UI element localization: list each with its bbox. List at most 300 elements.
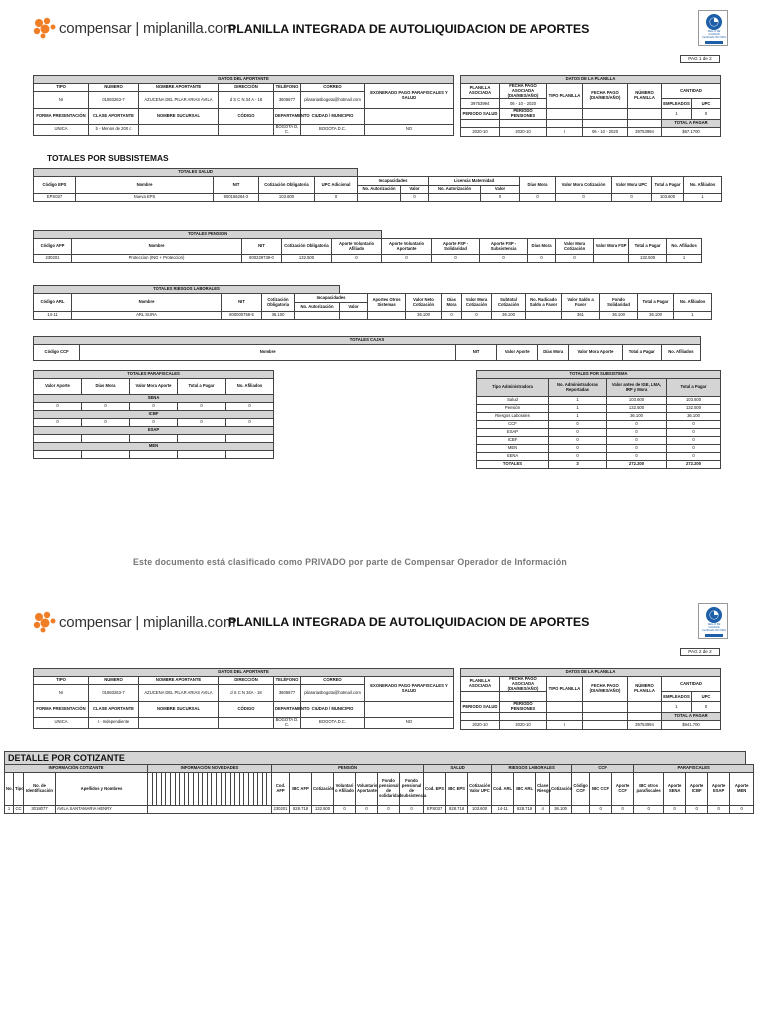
h-numero-planilla: NÚMERO PLANILLA — [628, 677, 662, 702]
cell: 0 — [556, 255, 594, 263]
v-tipo-planilla: I — [547, 721, 583, 730]
h-sub-num: No. Administradoras Reportadas — [549, 379, 607, 397]
v-upc: 0 — [692, 702, 721, 713]
par-group-sena: SENA — [34, 395, 274, 403]
cell: 103.600 — [667, 397, 721, 405]
cell: 132.500 — [629, 255, 667, 263]
cell: Nueva EPS — [76, 194, 214, 202]
v-depto: BOGOTA D. C. — [274, 718, 301, 729]
brand-text — [59, 614, 235, 631]
h-eps-afil: No. Afiliados — [684, 177, 722, 194]
h-numero: NUMERO — [89, 677, 139, 685]
v-periodo-pens: 2020-10 — [500, 721, 547, 730]
cell: 0 — [226, 419, 274, 427]
h-exonerado: EXONERADO PAGO PARAFISCALES Y SALUD — [365, 84, 454, 109]
cell: MEN — [477, 445, 549, 453]
page-number: PAG 2 de 2 — [680, 648, 720, 656]
cell: 0 — [178, 403, 226, 411]
brand-sep: | — [131, 613, 144, 631]
cell: 0 — [667, 453, 721, 461]
h-periodo-salud: PERIODO SALUD — [461, 702, 500, 713]
cell: 0 — [686, 806, 708, 814]
h-par-mora: Valor Mora Aporte — [130, 379, 178, 395]
h-ccf: Código CCF — [34, 345, 80, 361]
h-ibc-otros: IBC otros parafiscales — [634, 773, 664, 806]
par-row — [34, 403, 274, 411]
cell: 0 — [432, 255, 480, 263]
seal-line4: Certificado ISO 9001 — [701, 629, 727, 632]
brand-domain: miplanilla.com — [143, 613, 236, 631]
subsistema-header: TOTALES POR SUBSISTEMA — [477, 371, 721, 379]
detalle-title: DETALLE POR COTIZANTE — [4, 751, 746, 765]
seal-text — [699, 30, 729, 39]
h-clase-riesgo: Clase Riesgo — [536, 773, 550, 806]
cell: 0 — [549, 445, 607, 453]
h-ccf-afil: No. Afiliados — [661, 345, 700, 361]
h-ibc-afp: IBC AFP — [290, 773, 312, 806]
cell — [594, 255, 629, 263]
v-tipo: NI — [34, 92, 89, 109]
h-nombre: NOMBRE APORTANTE — [139, 677, 219, 685]
h-eps-total: Total a Pagar — [652, 177, 684, 194]
h-upc: UPC — [692, 99, 721, 109]
par-group-men: MEN — [34, 443, 274, 451]
h-ccf-nit: NIT — [456, 345, 497, 361]
cell — [178, 435, 226, 443]
h-par-afil: No. Afiliados — [226, 379, 274, 395]
h-arl: Código ARL — [34, 294, 72, 312]
cell: 0 — [667, 445, 721, 453]
h-ibc-ccf: IBC CCF — [590, 773, 612, 806]
novedades-cols — [148, 773, 272, 806]
v-fecha-asociada: 06 - 10 - 2020 — [500, 99, 547, 109]
g-novedades: INFORMACIÓN NOVEDADES — [148, 765, 272, 773]
cell: 103.600 — [259, 194, 315, 202]
cell — [429, 194, 481, 202]
h-fecha-pago: FECHA PAGO (DIA/MES/AÑO) — [583, 677, 628, 702]
h-periodo-pens: PERIODO PENSIONES — [500, 702, 547, 713]
cajas-header: TOTALES CAJAS — [34, 337, 701, 345]
v-codigo — [219, 125, 274, 136]
cell: 0 — [315, 194, 358, 202]
h-ccf-aporte: Valor Aporte — [497, 345, 538, 361]
cell — [572, 806, 590, 814]
h-afp-afil: No. Afiliados — [667, 239, 702, 255]
h-icbf: Aporte ICBF — [686, 773, 708, 806]
subsistema-row — [477, 429, 721, 437]
subsistema-row — [477, 405, 721, 413]
cell: 0 — [612, 194, 652, 202]
g-salud: SALUD — [424, 765, 492, 773]
cell: 0 — [332, 255, 382, 263]
cell — [295, 312, 340, 320]
h-arl-neto: Valor Neto Cotización — [406, 294, 442, 312]
h-tipo-planilla: TIPO PLANILLA — [547, 84, 583, 109]
h-numero: NUMERO — [89, 84, 139, 92]
h-cod-ccf: Código CCF — [572, 773, 590, 806]
brand-text — [59, 20, 235, 37]
v-asociada: 39753994 — [461, 99, 500, 109]
h-clase: CLASE APORTANTE — [89, 109, 139, 125]
cell: 800229739-0 — [242, 255, 282, 263]
h-ibc-eps: IBC EPS — [446, 773, 468, 806]
v-periodo-salud: 2020-10 — [461, 128, 500, 137]
arl-table — [33, 285, 712, 320]
h-afp-total: Total a Pagar — [629, 239, 667, 255]
h-arl-radicado: No. Radicado Saldo a Favor — [526, 294, 562, 312]
h-afp: Código AFP — [34, 239, 72, 255]
cell: 0 — [549, 453, 607, 461]
h-sub-valor: Valor antes de IGE, LMA, IRP y Mora — [607, 379, 667, 397]
h-nombres: Apellidos y Nombres — [56, 773, 148, 806]
cell: Salud — [477, 397, 549, 405]
cell: 361 — [562, 312, 600, 320]
v-clase: b - Menos de 200 c — [89, 125, 139, 136]
h-telefono: TELÉFONO — [274, 84, 301, 92]
page-title: PLANILLA INTEGRADA DE AUTOLIQUIDACION DE APORTES — [228, 615, 590, 629]
g-cotizante: INFORMACIÓN COTIZANTE — [5, 765, 148, 773]
cell: 0 — [590, 806, 612, 814]
h-eps-mora: Valor Mora Cotización — [556, 177, 612, 194]
h-direccion: DIRECCIÓN — [219, 84, 274, 92]
h-ibc-arl: IBC ARL — [514, 773, 536, 806]
h-sub-total: Total a Pagar — [667, 379, 721, 397]
h-asociada: PLANILLA ASOCIADA — [461, 677, 500, 692]
v-codigo — [219, 718, 274, 729]
h-exonerado: EXONERADO PAGO PARAFISCALES Y SALUD — [365, 677, 454, 702]
cell: 1 — [5, 806, 14, 814]
h-cantidad: CANTIDAD — [662, 677, 721, 692]
v-correo: pilarariasbogota@hotmail.com — [301, 685, 365, 702]
h-arl-val: Valor — [340, 303, 368, 312]
v-direccion: d S C N 34 A - 18 — [219, 92, 274, 109]
cell: 36.100 — [550, 806, 572, 814]
h-total-pagar: TOTAL A PAGAR — [662, 713, 721, 721]
cell: 0 — [549, 437, 607, 445]
brand-name: compensar — [59, 19, 132, 37]
v-direccion: d S C N 34A - 18 — [219, 685, 274, 702]
v-numero: 01593263-7 — [89, 92, 139, 109]
cell — [34, 451, 82, 459]
v-numero: 01593263-7 — [89, 685, 139, 702]
cell — [130, 451, 178, 459]
cell — [82, 435, 130, 443]
cell: EPS037 — [34, 194, 76, 202]
cell: 800000758-5 — [222, 312, 262, 320]
cell: 0 — [549, 429, 607, 437]
arl-row — [34, 312, 712, 320]
h-esap: Aporte ESAP — [708, 773, 730, 806]
cell: 272.200 — [667, 461, 721, 469]
cell: 0 — [607, 421, 667, 429]
pension-table — [33, 230, 702, 263]
h-correo: CORREO — [301, 84, 365, 92]
h-ccf-total: Total a Pagar — [622, 345, 661, 361]
subsistema-row — [477, 445, 721, 453]
cell — [226, 435, 274, 443]
page-number: PAG 1 de 2 — [680, 55, 720, 63]
cell — [178, 451, 226, 459]
v-telefono: 3606677 — [274, 685, 301, 702]
brand-domain: miplanilla.com — [143, 19, 236, 37]
h-arl-fondo: Fondo Solidaridad — [600, 294, 638, 312]
cell: 0 — [612, 806, 634, 814]
h-eps-nit: NIT — [214, 177, 259, 194]
h-arl-mora: Valor Mora Cotización — [462, 294, 492, 312]
cell: 3018077 — [24, 806, 56, 814]
h-fsp-sub: Fondo pensional de subsistencia — [400, 773, 424, 806]
planilla-table — [460, 668, 721, 730]
v-forma: UNICA — [34, 718, 89, 729]
h-eps: Código EPS — [34, 177, 76, 194]
cell: 0 — [356, 806, 378, 814]
cell: Pensión — [477, 405, 549, 413]
cell: 1 — [549, 397, 607, 405]
h-empleados: EMPLEADOS — [662, 692, 692, 702]
cell — [226, 451, 274, 459]
cell: 0 — [730, 806, 754, 814]
aportante-header: DATOS DEL APORTANTE — [34, 669, 454, 677]
cell: 0 — [442, 312, 462, 320]
seal-icon — [699, 11, 729, 47]
salud-table — [33, 168, 722, 202]
cell: 828.718 — [290, 806, 312, 814]
cell: ARL SURA — [72, 312, 222, 320]
h-arl-dias: Días Mora — [442, 294, 462, 312]
h-ciudad: CIUDAD / MUNICIPIO — [301, 702, 365, 718]
h-periodo-pens: PERIODO PENSIONES — [500, 109, 547, 120]
v-nombre: AZUCENA DEL PILAR ARIAS AVILA — [139, 685, 219, 702]
v-forma: UNICA — [34, 125, 89, 136]
parafiscales-header: TOTALES PARAFISCALES — [34, 371, 274, 379]
h-arl-subtotal: Subtotal Cotización — [492, 294, 526, 312]
h-fecha-asociada: FECHA PAGO ASOCIADA (DIA/MES/AÑO) — [500, 84, 547, 99]
h-arl-aut: No. Autorización — [295, 303, 340, 312]
cell: 0 — [130, 419, 178, 427]
h-cot-arl: Cotización — [550, 773, 572, 806]
cell — [340, 312, 368, 320]
v-telefono: 3606677 — [274, 92, 301, 109]
cell: 0 — [382, 255, 432, 263]
cell: 0 — [634, 806, 664, 814]
h-afp-dias: Días Mora — [528, 239, 556, 255]
pension-header: TOTALES PENSION — [34, 231, 382, 239]
v-periodo-salud: 2020-10 — [461, 721, 500, 730]
cell: 0 — [607, 453, 667, 461]
pension-row — [34, 255, 702, 263]
compensar-logo — [33, 611, 235, 633]
h-sub-tipo: Tipo Administradora — [477, 379, 549, 397]
h-afp-nit: NIT — [242, 239, 282, 255]
cell: 1 — [684, 194, 722, 202]
v-numero-planilla: 39753994 — [628, 128, 662, 137]
h-afp-fsp-sub: Aporte FSP - Subsistencia — [480, 239, 528, 255]
detalle-table — [4, 764, 754, 814]
h-eps-val1: Valor — [401, 186, 429, 194]
subsistema-row — [477, 453, 721, 461]
cell: 0 — [528, 255, 556, 263]
h-arl-nit: NIT — [222, 294, 262, 312]
v-upc: 0 — [692, 109, 721, 120]
cell — [358, 194, 401, 202]
h-direccion: DIRECCIÓN — [219, 677, 274, 685]
cell: TOTALES — [477, 461, 549, 469]
h-cod-eps: Cod. EPS — [424, 773, 446, 806]
cell: 0 — [607, 437, 667, 445]
v-nombre: AZUCENA DEL PILAR ARIAS AVILA — [139, 92, 219, 109]
h-sucursal: NOMBRE SUCURSAL — [139, 702, 219, 718]
cell: ESAP — [477, 429, 549, 437]
subsistema-row — [477, 397, 721, 405]
cell: 103.600 — [607, 397, 667, 405]
h-eps-aut1: No. Autorización — [358, 186, 401, 194]
planilla-table — [460, 75, 721, 137]
cell: 0 — [607, 429, 667, 437]
h-asociada: PLANILLA ASOCIADA — [461, 84, 500, 99]
cell: 103.600 — [468, 806, 492, 814]
h-ccf-dias: Días Mora — [538, 345, 569, 361]
cell: 132.500 — [282, 255, 332, 263]
h-codigo: CÓDIGO — [219, 109, 274, 125]
seal-line1: SELLO DE — [707, 30, 721, 33]
h-upc: UPC — [692, 692, 721, 702]
parafiscales-table — [33, 370, 274, 459]
cell: ICBF — [477, 437, 549, 445]
h-sucursal: NOMBRE SUCURSAL — [139, 109, 219, 125]
h-tipo: TIPO — [34, 84, 89, 92]
cell: 0 — [549, 421, 607, 429]
cell: 0 — [664, 806, 686, 814]
subsistema-rows — [477, 397, 721, 469]
cell: 0 — [130, 403, 178, 411]
h-eps-val2: Valor — [481, 186, 520, 194]
novedades-values — [148, 806, 272, 814]
v-ciudad: BOGOTA D.C. — [301, 125, 365, 136]
h-depto: DEPARTAMENTO — [274, 702, 301, 718]
h-par-dias: Días Mora — [82, 379, 130, 395]
brand-name: compensar — [59, 613, 132, 631]
cell: 0 — [667, 437, 721, 445]
h-afp-vol-ap: Aporte Voluntario Aportante — [382, 239, 432, 255]
cell: 0 — [462, 312, 492, 320]
par-row — [34, 451, 274, 459]
detalle-row — [5, 806, 754, 814]
v-sucursal — [139, 125, 219, 136]
cell: 230201 — [34, 255, 72, 263]
h-ccf-nombre: Nombre — [80, 345, 456, 361]
v-ciudad: BOGOTA D.C. — [301, 718, 365, 729]
seal-line1: SELLO DE — [707, 623, 721, 626]
h-eps-cot: Cotización Obligatoria — [259, 177, 315, 194]
v-correo: pilarariasbogota@hotmail.com — [301, 92, 365, 109]
h-numero-planilla: NÚMERO PLANILLA — [628, 84, 662, 109]
cell: 132.500 — [667, 405, 721, 413]
v-sucursal — [139, 718, 219, 729]
seal-line2: CALIDAD — [708, 626, 720, 629]
cell: 3 — [549, 461, 607, 469]
h-clase: CLASE APORTANTE — [89, 702, 139, 718]
cell: 0 — [708, 806, 730, 814]
g-parafiscales: PARAFISCALES — [634, 765, 754, 773]
cell: 0 — [667, 421, 721, 429]
h-depto: DEPARTAMENTO — [274, 109, 301, 125]
arl-header: TOTALES RIESGOS LABORALES — [34, 286, 340, 294]
seal-icon — [699, 604, 729, 640]
v-total-pagar: $641.700 — [662, 721, 721, 730]
compensar-logo — [33, 17, 235, 39]
v-empleados: 1 — [662, 109, 692, 120]
cell: 14-11 — [492, 806, 514, 814]
cell: 0 — [607, 445, 667, 453]
cell: 0 — [178, 419, 226, 427]
v-exonerado: NO — [365, 718, 454, 729]
par-row — [34, 419, 274, 427]
compensar-logo-icon — [33, 17, 57, 39]
h-forma: FORMA PRESENTACIÓN — [34, 702, 89, 718]
aportante-header: DATOS DEL APORTANTE — [34, 76, 454, 84]
h-ccf-mora: Valor Mora Aporte — [569, 345, 623, 361]
cell: 230201 — [272, 806, 290, 814]
v-clase: I - Independiente — [89, 718, 139, 729]
h-afp-fsp-sol: Aporte FSP - Solidaridad — [432, 239, 480, 255]
compensar-logo-icon — [33, 611, 57, 633]
cell: 36.100 — [600, 312, 638, 320]
cell: AVILA SANTAMARIA HENRY — [56, 806, 148, 814]
h-vol-apor: Voluntario Aportante — [356, 773, 378, 806]
v-tipo: NI — [34, 685, 89, 702]
cell: 0 — [82, 419, 130, 427]
cell: 900156264-2 — [214, 194, 259, 202]
cell: 0 — [480, 255, 528, 263]
cell: 0 — [400, 806, 424, 814]
cell: 0 — [481, 194, 520, 202]
h-eps-lic: Licencia Maternidad — [429, 177, 520, 186]
cell: 14-11 — [34, 312, 72, 320]
cell: 36.100 — [607, 413, 667, 421]
h-arl-afil: No. Afiliados — [674, 294, 712, 312]
h-arl-saldo: Valor Saldo a Favor — [562, 294, 600, 312]
g-pension: PENSIÓN — [272, 765, 424, 773]
subsistema-row — [477, 437, 721, 445]
h-eps-incap: Incapacidades — [358, 177, 429, 186]
h-eps-nombre: Nombre — [76, 177, 214, 194]
seal-text — [699, 623, 729, 632]
cell: 0 — [401, 194, 429, 202]
h-fecha-asociada: FECHA PAGO ASOCIADA (DIA/MES/AÑO) — [500, 677, 547, 692]
icontec-seal — [698, 10, 728, 46]
v-fecha-pago: 06 - 10 - 2020 — [583, 128, 628, 137]
planilla-header: DATOS DE LA PLANILLA — [461, 669, 721, 677]
cell: 0 — [82, 403, 130, 411]
cell: 0 — [334, 806, 356, 814]
cell: 0 — [34, 419, 82, 427]
par-group-icbf: ICBF — [34, 411, 274, 419]
cell: 0 — [556, 194, 612, 202]
cell: 828.718 — [446, 806, 468, 814]
h-ciudad: CIUDAD / MUNICIPIO — [301, 109, 365, 125]
h-cantidad: CANTIDAD — [662, 84, 721, 99]
cell: CC — [14, 806, 24, 814]
h-sena: Aporte SENA — [664, 773, 686, 806]
cell: 36.100 — [638, 312, 674, 320]
h-afp-cot: Cotización Obligatoria — [282, 239, 332, 255]
h-afp-nombre: Nombre — [72, 239, 242, 255]
v-total-pagar: $67.1700 — [662, 128, 721, 137]
h-cot-afp: Cotización — [312, 773, 334, 806]
g-ccf: CCF — [572, 765, 634, 773]
h-nombre: NOMBRE APORTANTE — [139, 84, 219, 92]
cell — [82, 451, 130, 459]
